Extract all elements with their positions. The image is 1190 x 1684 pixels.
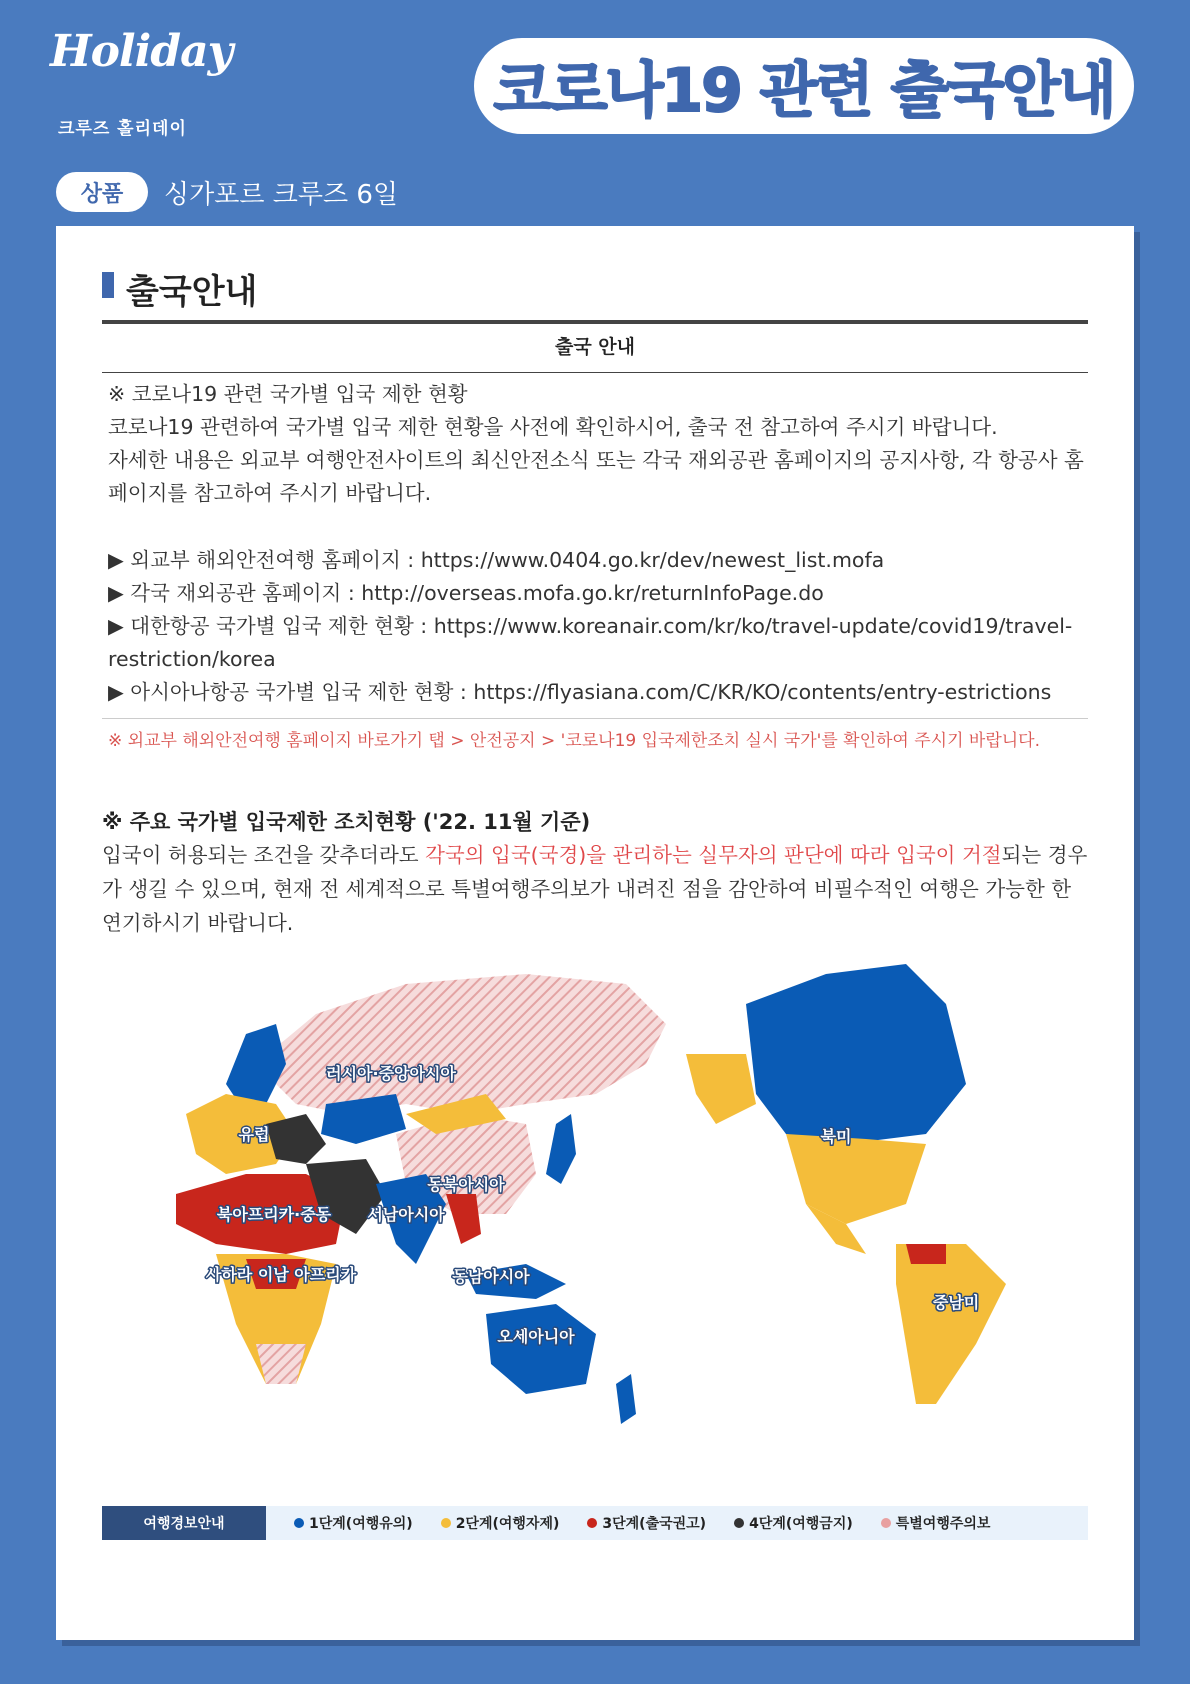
notice-text: ※ 외교부 해외안전여행 홈페이지 바로가기 탭 > 안전공지 > '코로나19 입국제한조치 실시 국가'를 확인하여 주시기 바랍니다. (108, 731, 1041, 751)
page-title-pill (474, 38, 1134, 134)
status-text: 입국이 허용되는 조건을 갖추더라도 (102, 843, 426, 867)
product-badge: 상품 (56, 172, 148, 212)
region-south-america (896, 1244, 1006, 1404)
intro-text (108, 378, 1088, 510)
intro-heading: ※ 코로나19 관련 국가별 입국 제한 현황 (108, 382, 468, 406)
label-mena: 북아프리카·중동 (216, 1205, 332, 1224)
link-item[interactable]: ▶ 아시아나항공 국가별 입국 제한 현황 : https://flyasiana.com/C/KR/KO/contents/entry-estrictions (108, 680, 1052, 704)
legend-dot (734, 1518, 744, 1528)
link-item[interactable]: ▶ 각국 재외공관 홈페이지 : http://overseas.mofa.go.kr/returnInfoPage.do (108, 581, 824, 605)
region-venezuela (906, 1244, 946, 1264)
legend-item (734, 1513, 853, 1533)
intro-line: 코로나19 관련하여 국가별 입국 제한 현황을 사전에 확인하시어, 출국 전 참고하여 주시기 바랍니다. (108, 415, 998, 439)
legend-dot (294, 1518, 304, 1528)
legend-dot (881, 1518, 891, 1528)
legend-label: 2단계(여행자제) (455, 1516, 560, 1532)
status-heading: ※ 주요 국가별 입국제한 조치현황 ('22. 11월 기준) (102, 810, 591, 834)
legend-label: 4단계(여행금지) (749, 1516, 853, 1532)
section-bar (102, 272, 114, 298)
link-list (108, 544, 1093, 709)
label-europe: 유럽 (238, 1125, 270, 1144)
table-header: 출국 안내 (554, 336, 636, 358)
link-item[interactable]: ▶ 외교부 해외안전여행 홈페이지 : https://www.0404.go.kr/dev/newest_list.mofa (108, 548, 885, 572)
label-ne-asia: 동북아시아 (427, 1175, 505, 1194)
legend-label: 특별여행주의보 (895, 1516, 991, 1532)
brand-logo (50, 26, 233, 139)
region-nz (616, 1374, 636, 1424)
label-n-america: 북미 (820, 1127, 852, 1146)
label-se-asia: 동남아시아 (452, 1267, 530, 1286)
brand-subtitle: 크루즈 홀리데이 (58, 119, 187, 139)
divider (102, 320, 1088, 324)
legend-dot (441, 1518, 451, 1528)
region-russia (256, 974, 666, 1114)
legend-label: 1단계(여행유의) (309, 1516, 413, 1532)
legend (102, 1506, 1088, 1540)
section-title: 출국안내 (126, 272, 258, 312)
label-latam: 중남미 (932, 1293, 980, 1312)
product-name: 싱가포르 크루즈 6일 (164, 180, 398, 210)
status-warning-text: 각국의 입국(국경)을 관리하는 실무자의 판단에 따라 입국이 거절 (425, 843, 1002, 867)
divider (102, 372, 1088, 373)
brand-script: Holiday (50, 26, 233, 77)
legend-dot (587, 1518, 597, 1528)
region-japan (546, 1114, 576, 1184)
region-usa (786, 1134, 926, 1224)
legend-item (294, 1513, 413, 1533)
label-russia: 러시아·중앙아시아 (326, 1064, 456, 1083)
label-oceania: 오세아니아 (497, 1327, 575, 1346)
status-text: 되는 경우가 생길 수 있으며, 현재 전 세계적으로 특별여행주의보가 내려진 점을 감안하여 비필수적인 여행은 가능한 한 연기하시기 바랍니다. (102, 843, 1088, 935)
intro-line: 자세한 내용은 외교부 여행안전사이트의 최신안전소식 또는 각국 재외공관 홈페이지의 공지사항, 각 항공사 홈페이지를 참고하여 주시기 바랍니다. (108, 448, 1084, 505)
region-alaska (686, 1054, 756, 1124)
world-map (106, 944, 1086, 1464)
content-card (56, 226, 1134, 1640)
legend-item (441, 1513, 560, 1533)
region-australia (486, 1304, 596, 1394)
label-sw-asia: 서남아시아 (367, 1205, 445, 1224)
page-title: 코로나19 관련 출국안내 (493, 56, 1115, 126)
region-seasia-mainland (446, 1194, 481, 1244)
region-canada (746, 964, 966, 1144)
label-ssa: 사하라 이남 아프리카 (205, 1265, 357, 1284)
legend-label: 3단계(출국권고) (602, 1516, 707, 1532)
divider (102, 718, 1088, 719)
link-item[interactable]: ▶ 대한항공 국가별 입국 제한 현황 : https://www.koreanair.com/kr/ko/travel-update/covid19/travel-restriction/korea (108, 614, 1073, 671)
legend-item (881, 1513, 991, 1533)
legend-item (587, 1513, 706, 1533)
legend-header: 여행경보안내 (102, 1506, 266, 1540)
status-paragraph (102, 838, 1092, 940)
